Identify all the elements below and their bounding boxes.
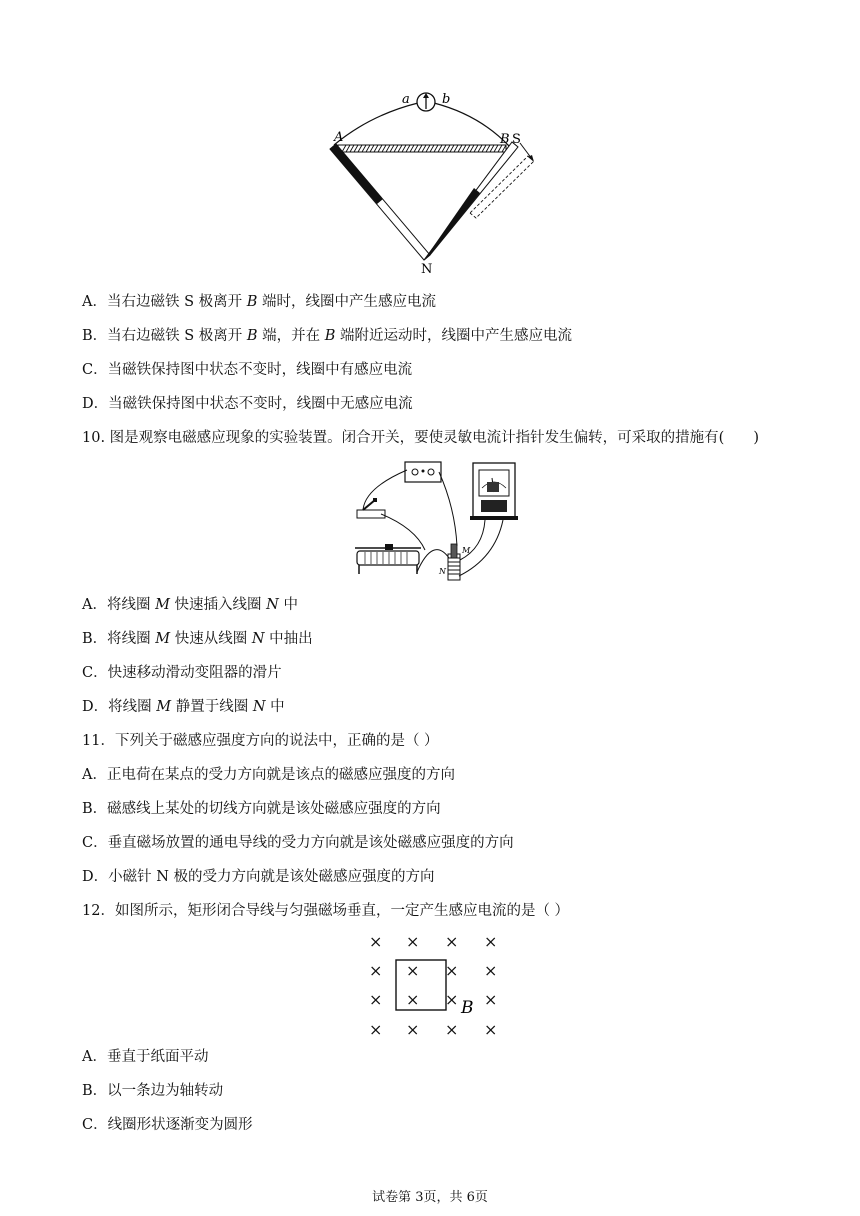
q10-option-a-suffix: 中 (278, 597, 298, 613)
q10-option-b-suffix: 中抽出 (264, 631, 313, 647)
field-cross-mark: × (445, 961, 459, 980)
q10-option-b-middle: 快速从线圈 (170, 631, 252, 647)
field-cross-mark: × (406, 1020, 420, 1039)
q9-option-d: D．当磁铁保持图中状态不变时，线圈中无感应电流 (82, 396, 413, 412)
induction-apparatus-figure (345, 458, 535, 583)
label-S: S (512, 132, 521, 147)
fig2-label-N: N (439, 567, 446, 576)
rectangular-loop (396, 960, 446, 1010)
field-cross-mark: × (406, 961, 420, 980)
field-cross-mark: × (484, 932, 498, 951)
q10-option-a-prefix: A．将线圈 (82, 597, 156, 613)
q9-option-b (82, 326, 572, 346)
field-cross-mark: × (369, 1020, 383, 1039)
field-cross-mark: × (445, 1020, 459, 1039)
q9-option-c: C．当磁铁保持图中状态不变时，线圈中有感应电流 (82, 362, 413, 378)
field-cross-mark: × (484, 1020, 498, 1039)
q11-option-a: A．正电荷在某点的受力方向就是该点的磁感应强度的方向 (82, 767, 455, 783)
magnetic-field-figure (360, 930, 510, 1042)
q12-option-a: A．垂直于纸面平动 (82, 1049, 209, 1065)
label-B: B (500, 132, 510, 147)
q10-option-a-middle: 快速插入线圈 (169, 597, 267, 613)
label-N: N (421, 262, 433, 275)
q10-option-d-prefix: D．将线圈 (82, 699, 157, 715)
q10-option-a-var2: N (266, 597, 279, 613)
q10-option-b-var1: M (155, 631, 171, 647)
q9-option-a-var: B (246, 294, 258, 310)
q9-option-a (82, 292, 436, 312)
fig2-label-M: M (462, 546, 471, 555)
page-footer: 试卷第 3页，共 6页 (372, 1190, 488, 1205)
field-cross-mark: × (369, 932, 383, 951)
q9-option-b-prefix: B．当右边磁铁 S 极离开 (82, 328, 247, 344)
q12-option-b: B．以一条边为轴转动 (82, 1083, 224, 1099)
q11-option-d: D．小磁针 N 极的受力方向就是该处磁感应强度的方向 (82, 869, 435, 885)
q9-option-a-suffix: 端时，线圈中产生感应电流 (257, 294, 436, 310)
field-cross-mark: × (369, 961, 383, 980)
field-cross-mark: × (484, 961, 498, 980)
q10-option-a-var1: M (155, 597, 170, 613)
q9-option-b-middle: 端，并在 (257, 328, 325, 344)
field-cross-mark: × (406, 990, 420, 1009)
q10-option-d-middle: 静置于线圈 (171, 699, 253, 715)
q10-option-d (82, 697, 285, 717)
q10-option-d-var1: M (156, 699, 172, 715)
field-cross-mark: × (484, 990, 498, 1009)
q10-option-d-suffix: 中 (265, 699, 285, 715)
q10-option-a (82, 595, 298, 615)
field-cross-mark: × (369, 990, 383, 1009)
label-a: a (402, 92, 410, 107)
q12-option-c: C．线圈形状逐渐变为圆形 (82, 1117, 253, 1133)
q10-option-b-prefix: B．将线圈 (82, 631, 156, 647)
label-b: b (442, 92, 451, 107)
label-A: A (334, 130, 344, 145)
q11-option-b: B．磁感线上某处的切线方向就是该处磁感应强度的方向 (82, 801, 441, 817)
q10-option-c: C．快速移动滑动变阻器的滑片 (82, 665, 282, 681)
q10-option-b (82, 629, 313, 649)
q10-stem: 10. 图是观察电磁感应现象的实验装置。闭合开关，要使灵敏电流计指针发生偏转，可采取的措施有( ) (82, 430, 759, 446)
q9-option-a-prefix: A．当右边磁铁 S 极离开 (82, 294, 247, 310)
q9-option-b-suffix: 端附近运动时，线圈中产生感应电流 (335, 328, 573, 344)
field-label-B: B (461, 998, 474, 1018)
q11-stem: 11．下列关于磁感应强度方向的说法中，正确的是（ ） (82, 733, 439, 749)
field-cross-mark: × (406, 932, 420, 951)
q11-option-c: C．垂直磁场放置的通电导线的受力方向就是该处磁感应强度的方向 (82, 835, 514, 851)
magnet-coil-figure (320, 85, 540, 275)
q9-option-b-var2: B (324, 328, 336, 344)
field-cross-mark: × (445, 932, 459, 951)
q12-stem: 12．如图所示，矩形闭合导线与匀强磁场垂直，一定产生感应电流的是（ ） (82, 903, 570, 919)
field-cross-mark: × (445, 990, 459, 1009)
q9-option-b-var1: B (246, 328, 258, 344)
q10-option-d-var2: N (252, 699, 266, 715)
q10-option-b-var2: N (251, 631, 265, 647)
